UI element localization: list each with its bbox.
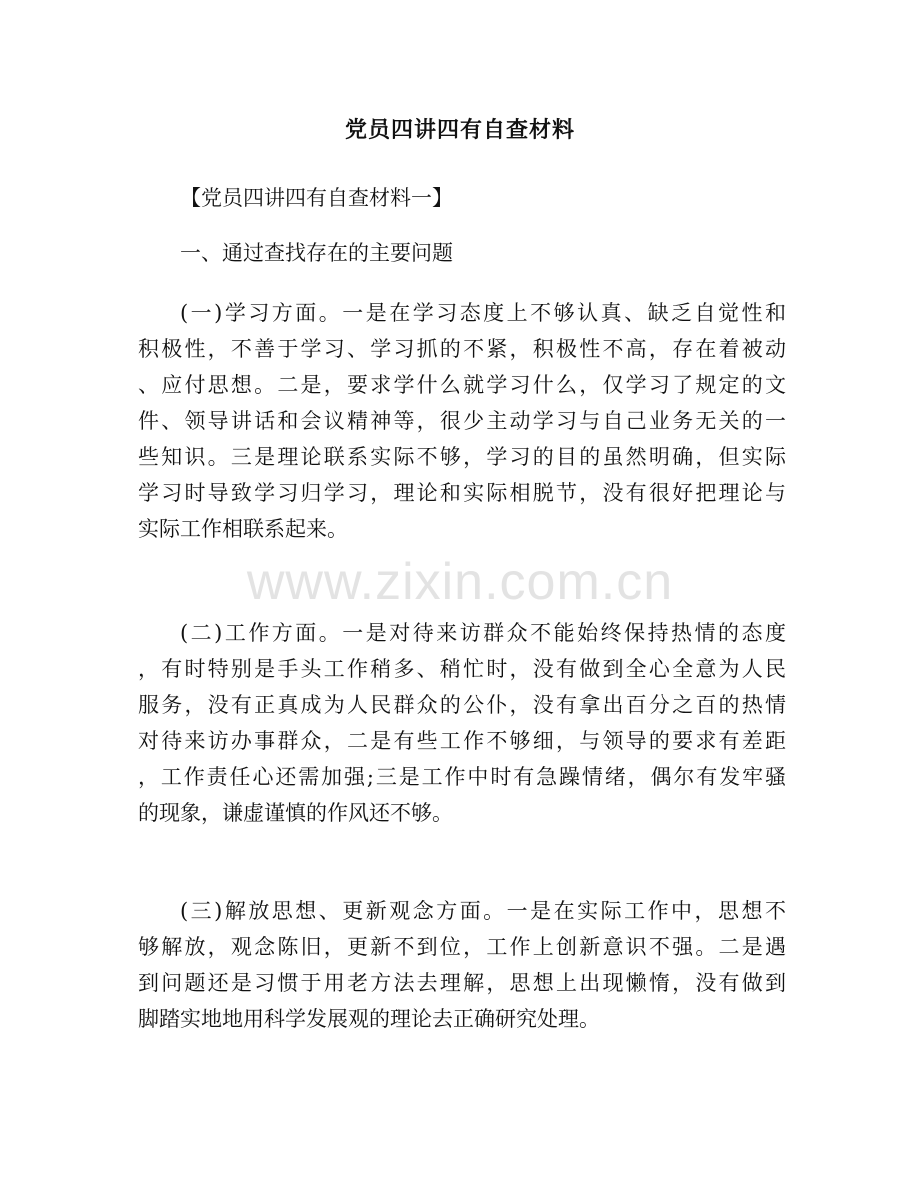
paragraph-line: 够解放，观念陈旧，更新不到位，工作上创新意识不强。二是遇 (138, 935, 786, 959)
paragraph-line: (一)学习方面。一是在学习态度上不够认真、缺乏自觉性和 (180, 301, 786, 325)
paragraph-line: ，工作责任心还需加强;三是工作中时有急躁情绪，偶尔有发牢骚 (138, 765, 786, 789)
watermark: www.zixin.com.cn (246, 553, 674, 611)
paragraph-line: 积极性，不善于学习、学习抓的不紧，积极性不高，存在着被动 (138, 337, 786, 361)
paragraph-line: (三)解放思想、更新观念方面。一是在实际工作中，思想不 (180, 899, 786, 923)
paragraph-line: ，有时特别是手头工作稍多、稍忙时，没有做到全心全意为人民 (138, 657, 786, 681)
paragraph-line: 些知识。三是理论联系实际不够，学习的目的虽然明确，但实际 (138, 445, 786, 469)
paragraph-work (138, 615, 786, 831)
paragraph-study (138, 295, 786, 547)
document-title: 党员四讲四有自查材料 (344, 118, 575, 143)
paragraph-line: 对待来访办事群众，二是有些工作不够细，与领导的要求有差距 (138, 729, 786, 753)
paragraph-line: 脚踏实地地用科学发展观的理论去正确研究处理。 (138, 1007, 600, 1031)
paragraph-line: 服务，没有正真成为人民群众的公仆，没有拿出百分之百的热情 (138, 693, 786, 717)
paragraph-line: 、应付思想。二是，要求学什么就学习什么，仅学习了规定的文 (138, 373, 786, 397)
section-subtitle: 【党员四讲四有自查材料一】 (180, 186, 453, 210)
paragraph-line: 到问题还是习惯于用老方法去理解，思想上出现懒惰，没有做到 (138, 971, 786, 995)
paragraph-thinking (138, 893, 786, 1037)
paragraph-line: 实际工作相联系起来。 (138, 517, 348, 541)
section-heading: 一、通过查找存在的主要问题 (180, 241, 453, 265)
paragraph-line: (二)工作方面。一是对待来访群众不能始终保持热情的态度 (180, 621, 786, 645)
paragraph-line: 学习时导致学习归学习，理论和实际相脱节，没有很好把理论与 (138, 481, 786, 505)
paragraph-line: 件、领导讲话和会议精神等，很少主动学习与自己业务无关的一 (138, 409, 786, 433)
paragraph-line: 的现象，谦虚谨慎的作风还不够。 (138, 801, 453, 825)
